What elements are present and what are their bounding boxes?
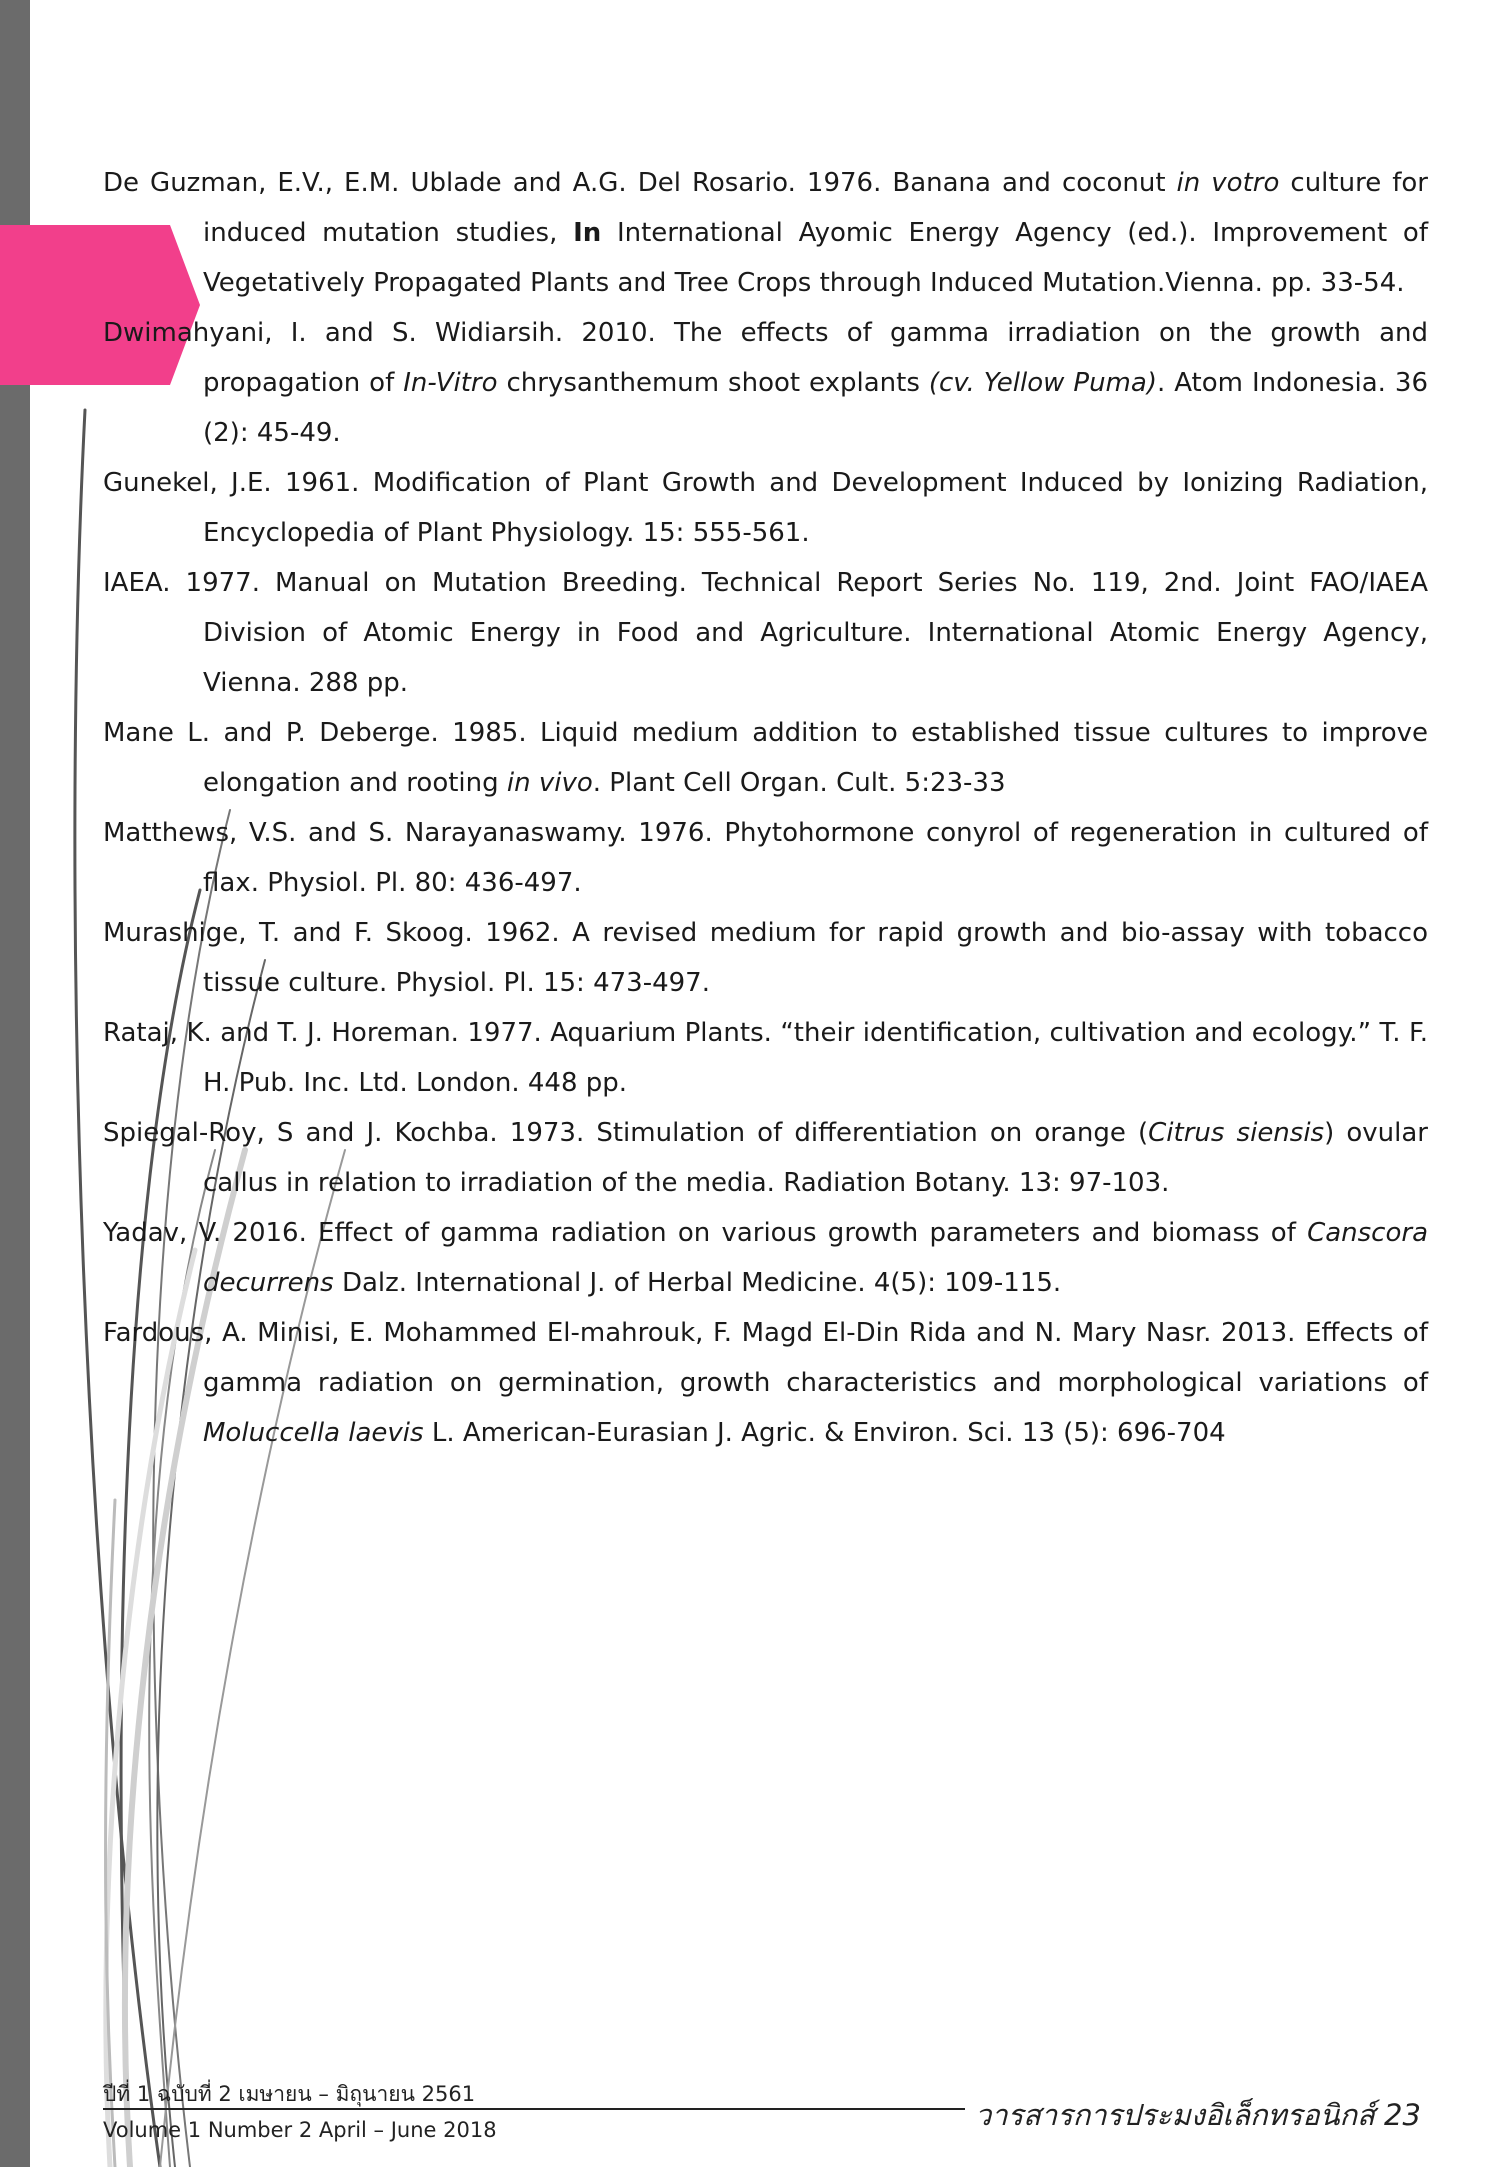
reference-text: culture for induced mutation studies, [203,168,1428,248]
reference-text: De Guzman, E.V., E.M. Ublade and A.G. Del Rosario. 1976. Banana and coconut [103,168,1177,198]
reference-entry [103,1108,1428,1208]
reference-entry [103,808,1428,908]
reference-text: Moluccella laevis [203,1418,424,1448]
reference-text: chrysanthemum shoot explants [497,368,929,398]
footer-rule [103,2108,965,2110]
reference-text: Rataj, K. and T. J. Horeman. 1977. Aquarium Plants. “their identification, cultivation and ecology.” T. F. H. Pub. Inc. Ltd. London. 448 pp. [103,1018,1428,1098]
reference-text: Spiegal-Roy, S and J. Kochba. 1973. Stimulation of differentiation on orange ( [103,1118,1149,1148]
reference-entry [103,1008,1428,1108]
reference-text: In [573,218,602,248]
footer-journal-page: วารสารการประมงอิเล็กทรอนิกส์ 23 [975,2098,1421,2132]
reference-text: Gunekel, J.E. 1961. Modification of Plant Growth and Development Induced by Ionizing Radiation, Encyclopedia of Plant Physiology. 15: 555-561. [103,468,1428,548]
reference-text: International Ayomic Energy Agency (ed.). Improvement of Vegetatively Propagated Plants and Tree Crops through Induced Mutation.Vienna. pp. 33-54. [203,218,1428,298]
reference-entry [103,158,1428,308]
reference-entry [103,308,1428,458]
reference-text: in vivo [506,768,593,798]
reference-text: Dalz. International J. of Herbal Medicine. 4(5): 109-115. [333,1268,1062,1298]
reference-entry [103,558,1428,708]
reference-entry [103,1208,1428,1308]
reference-entry [103,1308,1428,1458]
reference-entry [103,458,1428,558]
reference-text: Citrus siensis [1148,1118,1325,1148]
reference-text: (cv. Yellow Puma) [928,368,1157,398]
reference-text: in votro [1176,168,1280,198]
reference-text: L. American-Eurasian J. Agric. & Environ. Sci. 13 (5): 696-704 [423,1418,1226,1448]
references-list [103,158,1428,1458]
reference-text: Murashige, T. and F. Skoog. 1962. A revised medium for rapid growth and bio-assay with tobacco tissue culture. Physiol. Pl. 15: 473-497. [103,918,1428,998]
footer-issue-info [103,2076,497,2148]
reference-text: Mane L. and P. Deberge. 1985. Liquid medium addition to established tissue cultures to improve elongation and rooting [103,718,1428,798]
reference-entry [103,708,1428,808]
reference-text: IAEA. 1977. Manual on Mutation Breeding. Technical Report Series No. 119, 2nd. Joint FAO/IAEA Division of Atomic Energy in Food and Agriculture. International Atomic Energy Agency, Vienna. 288 pp. [103,568,1428,698]
reference-text: Yadav, V. 2016. Effect of gamma radiation on various growth parameters and biomass of [103,1218,1308,1248]
footer-issue-thai: ปีที่ 1 ฉบับที่ 2 เมษายน – มิถุนายน 2561 [103,2082,476,2106]
reference-text: Canscora decurrens [203,1218,1428,1298]
reference-text: . Plant Cell Organ. Cult. 5:23-33 [592,768,1006,798]
curve-line [106,1500,115,2167]
reference-text: Fardous, A. Minisi, E. Mohammed El-mahrouk, F. Magd El-Din Rida and N. Mary Nasr. 2013. Effects of gamma radiation on germination, growth characteristics and morphological variations of [103,1318,1428,1398]
reference-entry [103,908,1428,1008]
reference-text: . Atom Indonesia. 36 (2): 45-49. [203,368,1428,448]
footer-issue-english: Volume 1 Number 2 April – June 2018 [103,2118,497,2142]
reference-text: In-Vitro [403,368,498,398]
reference-text: ) ovular callus in relation to irradiation of the media. Radiation Botany. 13: 97-103. [203,1118,1428,1198]
reference-text: Matthews, V.S. and S. Narayanaswamy. 1976. Phytohormone conyrol of regeneration in cultured of flax. Physiol. Pl. 80: 436-497. [103,818,1428,898]
reference-text: Dwimahyani, I. and S. Widiarsih. 2010. The effects of gamma irradiation on the growth and propagation of [103,318,1428,398]
